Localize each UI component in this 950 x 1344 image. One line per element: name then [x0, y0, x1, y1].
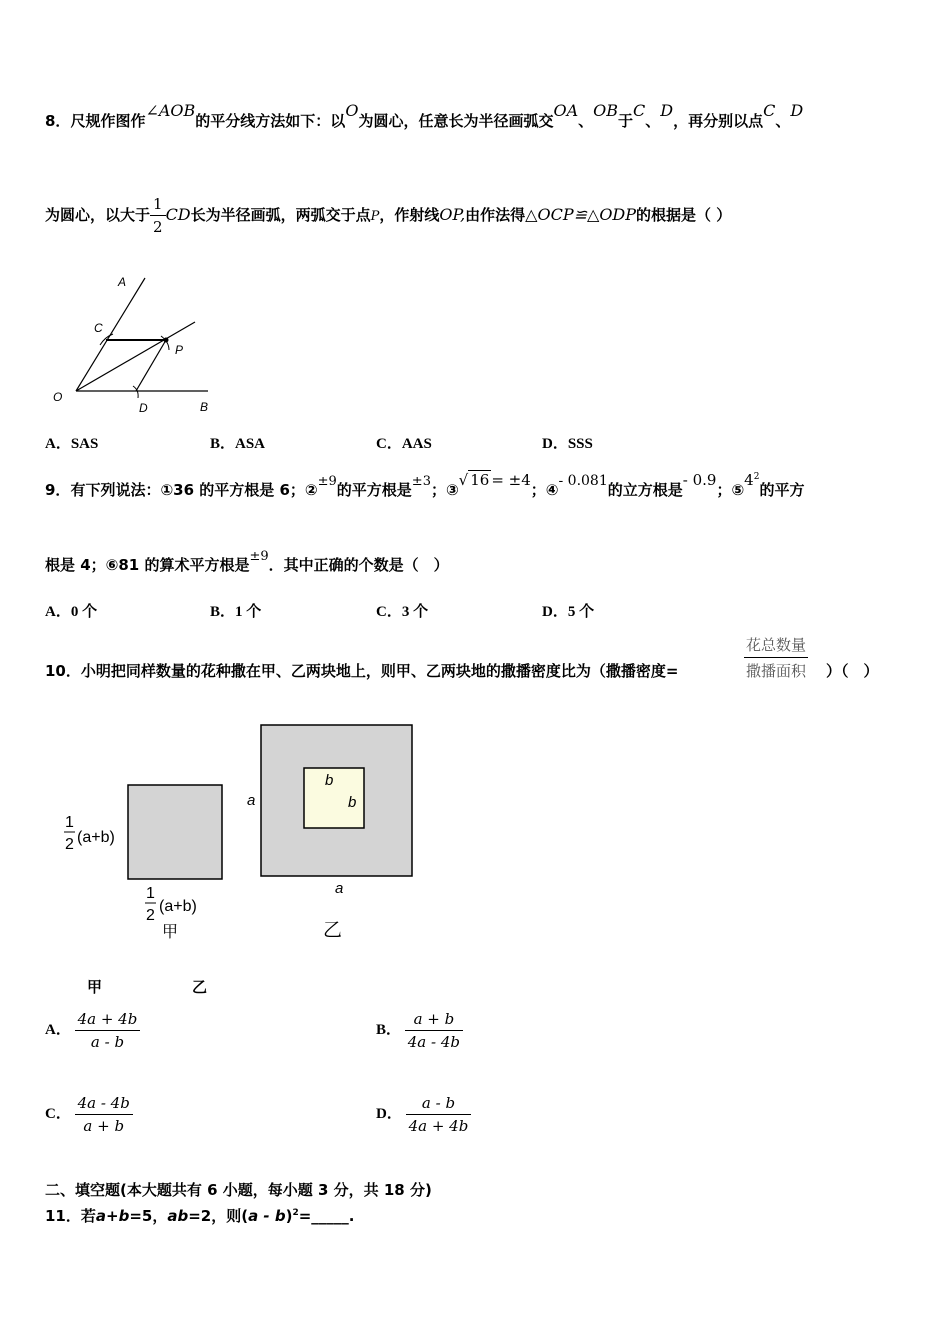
label-left-half-den: 2	[65, 836, 74, 853]
q9-text: 的立方根是	[607, 481, 683, 499]
separator: 、	[775, 112, 791, 130]
square-jia	[128, 785, 222, 879]
label-jia: 甲	[162, 924, 179, 941]
q9-text: ；④	[530, 481, 559, 499]
q9-text: ；⑤	[716, 481, 745, 499]
q10-text: 小明把同样数量的花种撒在甲、乙两块地上，则甲、乙两块地的撒播密度比为（撒播密度=	[80, 662, 679, 680]
q11-line: 11．若a+b=5，ab=2，则(a - b)$^2$=_____.	[45, 1207, 355, 1225]
label-left-expr: (a+b)	[77, 829, 115, 846]
label-d: D	[139, 401, 148, 415]
q8-text: 为圆心，以大于	[45, 206, 151, 224]
point-c: C	[633, 101, 646, 120]
q10-tail: ）（ ）	[826, 662, 879, 680]
point-p-dot	[164, 338, 169, 343]
ray-oa: OA	[553, 101, 579, 120]
label-b: B	[200, 400, 209, 414]
option-d-fraction: $\frac{a - b}{4a + 4b}$	[406, 1094, 472, 1135]
label-bottom-half-den: 2	[146, 907, 155, 924]
q8-text: ，作射线	[379, 206, 440, 224]
q8-text: 长为半径画弧，两弧交于点	[190, 206, 371, 224]
point-o: O	[345, 101, 359, 120]
q8-angle-figure	[45, 270, 225, 420]
label-a: A	[118, 275, 127, 289]
label-c: C	[94, 321, 103, 335]
ray-op: OP,	[439, 205, 466, 224]
q9-option-d[interactable]: D．5 个	[542, 604, 595, 620]
point-p: P	[370, 209, 380, 224]
angle-aob: ∠AOB	[145, 101, 196, 120]
density-numerator: 花总数量	[744, 634, 808, 658]
q9-line1	[45, 471, 805, 500]
plus-minus-9: ±9	[249, 549, 269, 564]
option-a-fraction: $\frac{4a + 4b}{a - b}$	[75, 1010, 141, 1051]
density-denominator: 撒播面积	[746, 662, 807, 680]
label-bottom-expr: (a+b)	[159, 898, 197, 915]
label-yi: 乙	[323, 920, 343, 941]
label-bottom-half-num: 1	[146, 885, 155, 902]
ray-oa-line	[76, 278, 145, 391]
label-b-right: b	[348, 794, 357, 811]
q10-option-a[interactable]: A． $\frac{4a + 4b}{a - b}$	[45, 1010, 140, 1051]
caption-jia: 甲	[87, 978, 103, 996]
label-a-bottom: a	[335, 880, 344, 897]
q10-option-d[interactable]: D． $\frac{a - b}{4a + 4b}$	[376, 1094, 471, 1135]
negative-09: - 0.9	[682, 471, 717, 489]
plus-minus-9: ±9	[317, 474, 337, 489]
q8-text: 的平分线方法如下：以	[195, 112, 346, 130]
negative-0081: - 0.081	[558, 473, 608, 489]
label-b-top: b	[325, 772, 334, 789]
q9-text: 的平方根是	[336, 481, 412, 499]
q10-option-c[interactable]: C． $\frac{4a - 4b}{a + b}$	[45, 1094, 133, 1135]
separator: 、	[578, 112, 594, 130]
q8-text: 尺规作图作	[70, 112, 146, 130]
q9-option-b[interactable]: B．1 个	[210, 604, 262, 620]
q10-line	[45, 660, 678, 681]
label-a-side: a	[247, 792, 256, 809]
plus-minus-3: ±3	[411, 474, 431, 489]
q8-option-a[interactable]: A．SAS	[45, 436, 99, 452]
q8-text: 为圆心，任意长为半径画弧交	[358, 112, 554, 130]
caption-yi: 乙	[192, 978, 208, 996]
fraction-half: $\frac{1}{2}$	[150, 195, 166, 236]
q10-option-b[interactable]: B． $\frac{a + b}{4a - 4b}$	[376, 1010, 463, 1051]
q9-option-a[interactable]: A．0 个	[45, 604, 98, 620]
q8-text: 由作法得	[465, 206, 526, 224]
q9-number: 9．	[45, 481, 71, 499]
section-title: 二、填空题(本大题共有 6 小题，每小题 3 分，共 18 分)	[45, 1181, 432, 1199]
q9-text: ；③	[430, 481, 459, 499]
four-squared: $4^2$	[744, 471, 760, 489]
q8-number: 8．	[45, 112, 71, 130]
label-o: O	[53, 390, 63, 404]
separator: 、	[645, 112, 661, 130]
q8-line1	[45, 101, 804, 131]
option-b-fraction: $\frac{a + b}{4a - 4b}$	[405, 1010, 463, 1051]
q8-text: 的根据是（ ）	[636, 206, 732, 224]
segment-cd: CD	[165, 205, 191, 224]
q9-text: 有下列说法：①36 的平方根是 6；②	[70, 481, 318, 499]
point-d: D	[790, 101, 804, 120]
q8-option-c[interactable]: C．AAS	[376, 436, 432, 452]
sqrt-expression: √ 16 = ±4	[458, 471, 531, 489]
ray-ob: OB	[593, 101, 619, 120]
q11-answer-blank[interactable]: =_____.	[298, 1207, 355, 1225]
q9-line2	[45, 549, 449, 575]
q8-text: 于	[618, 112, 634, 130]
q10-figure	[55, 715, 425, 950]
q11-number: 11．	[45, 1207, 81, 1225]
q10-number: 10．	[45, 662, 81, 680]
label-p: P	[175, 343, 184, 357]
congruence-statement: △OCP≌△ODP	[525, 205, 637, 224]
option-c-fraction: $\frac{4a - 4b}{a + b}$	[75, 1094, 133, 1135]
q8-text: ，再分别以点	[673, 112, 764, 130]
q9-text: ．其中正确的个数是（ ）	[268, 556, 449, 574]
q9-option-c[interactable]: C．3 个	[376, 604, 429, 620]
q8-line2	[45, 195, 731, 236]
point-c: C	[763, 101, 776, 120]
q9-text: 根是 4；⑥81 的算术平方根是	[45, 556, 250, 574]
q9-text: 的平方	[759, 481, 805, 499]
label-left-half-num: 1	[65, 814, 74, 831]
density-fraction	[744, 634, 808, 681]
point-d: D	[660, 101, 674, 120]
q8-option-d[interactable]: D．SSS	[542, 436, 593, 452]
q8-option-b[interactable]: B．ASA	[210, 436, 266, 452]
